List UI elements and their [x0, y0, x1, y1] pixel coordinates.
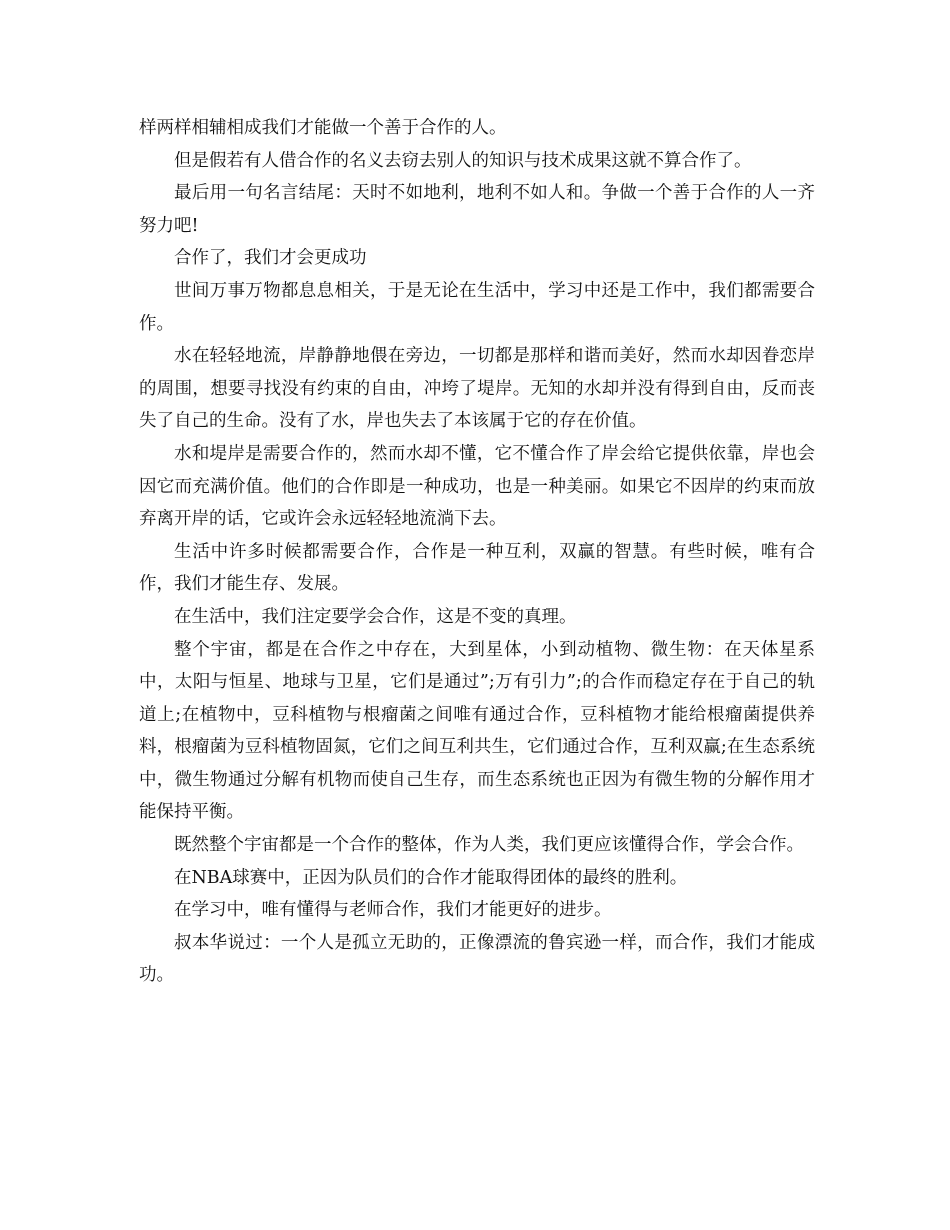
- paragraph-continuation: 样两样相辅相成我们才能做一个善于合作的人。: [139, 118, 507, 138]
- paragraph: 既然整个宇宙都是一个合作的整体，作为人类，我们更应该懂得合作，学会合作。: [174, 835, 804, 856]
- paragraph: 在学习中，唯有懂得与老师合作，我们才能更好的进步。: [174, 900, 612, 921]
- paragraph: 在NBA球赛中，正因为队员们的合作才能取得团体的最终的胜利。: [174, 867, 688, 888]
- section-title: 合作了，我们才会更成功: [174, 248, 367, 269]
- paragraph: 水和堤岸是需要合作的，然而水却不懂，它不懂合作了岸会给它提供依靠，岸也会因它而充满价值。他们的合作即是一种成功，也是一种美丽。如果它不因岸的约束而放弃离开岸的话，它或许会永远轻轻地流淌下去。: [139, 443, 815, 530]
- paragraph: 但是假若有人借合作的名义去窃去别人的知识与技术成果这就不算合作了。: [174, 150, 752, 171]
- document-body: [139, 112, 815, 992]
- paragraph: 世间万事万物都息息相关，于是无论在生活中，学习中还是工作中，我们都需要合作。: [139, 280, 815, 334]
- paragraph: 最后用一句名言结尾：天时不如地利，地利不如人和。争做一个善于合作的人一齐努力吧!: [139, 183, 815, 236]
- paragraph: 叔本华说过：一个人是孤立无助的，正像漂流的鲁宾逊一样，而合作，我们才能成功。: [139, 932, 815, 986]
- paragraph: 整个宇宙，都是在合作之中存在，大到星体，小到动植物、微生物：在天体星系中，太阳与恒星、地球与卫星，它们是通过”;万有引力”;的合作而稳定存在于自己的轨道上;在植物中，豆科植物与根瘤菌之间唯有通过合作，豆科植物才能给根瘤菌提供养料，根瘤菌为豆科植物固氮，它们之间互利共生，它们通过合作，互利双赢;在生态系统中，微生物通过分解有机物而使自己生存，而生态系统也正因为有微生物的分解作用才能保持平衡。: [139, 639, 815, 823]
- paragraph: 生活中许多时候都需要合作，合作是一种互利，双赢的智慧。有些时候，唯有合作，我们才能生存、发展。: [139, 541, 815, 595]
- paragraph: 在生活中，我们注定要学会合作，这是不变的真理。: [174, 606, 577, 627]
- paragraph: 水在轻轻地流，岸静静地偎在旁边，一切都是那样和谐而美好，然而水却因眷恋岸的周围，想要寻找没有约束的自由，冲垮了堤岸。无知的水却并没有得到自由，反而丧失了自己的生命。没有了水，岸也失去了本该属于它的存在价值。: [139, 346, 815, 432]
